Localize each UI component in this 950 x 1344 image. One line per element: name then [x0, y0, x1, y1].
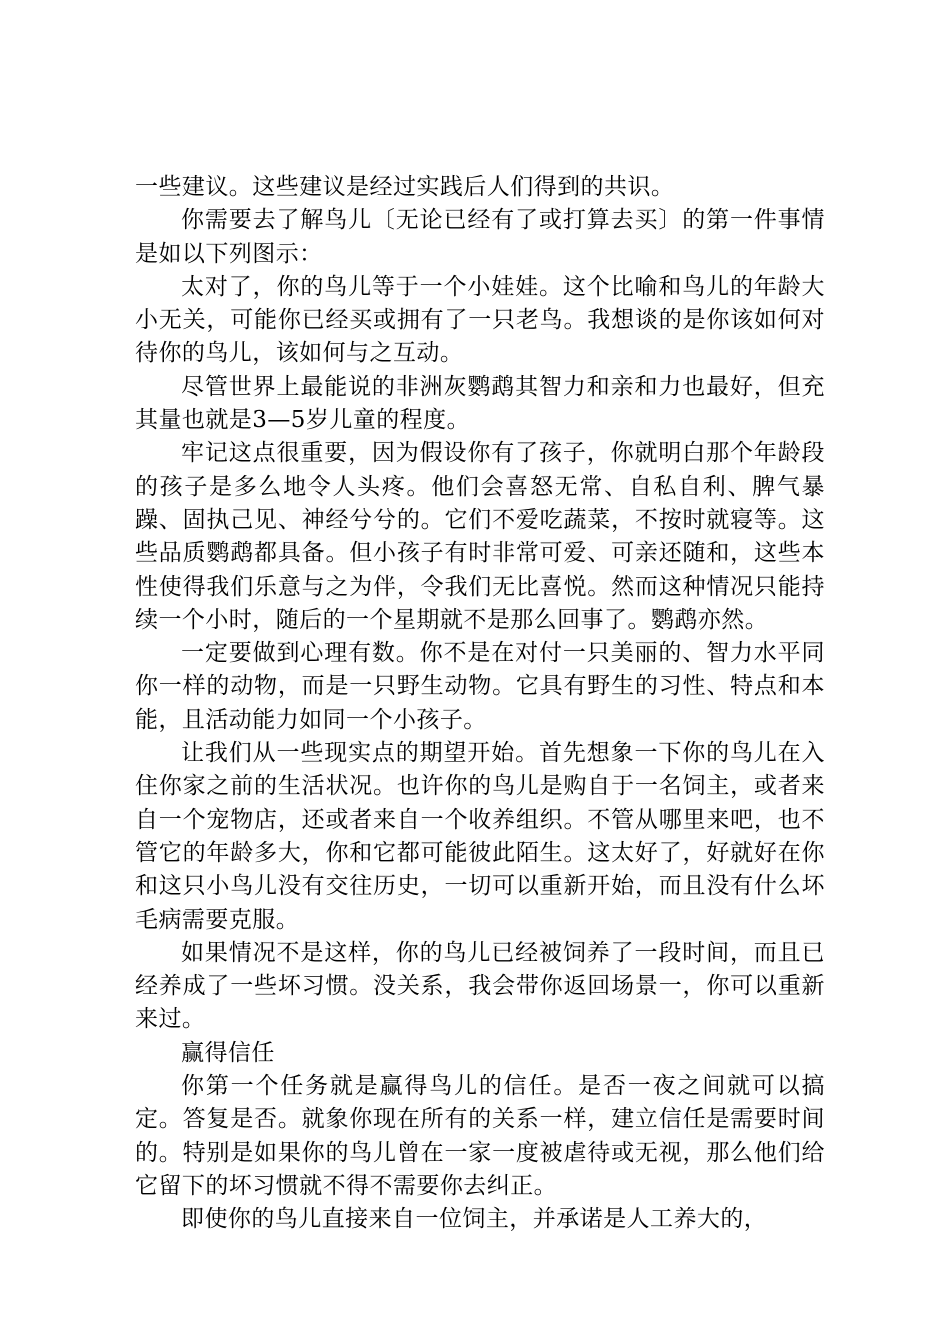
paragraph: 你需要去了解鸟儿〔无论已经有了或打算去买〕的第一件事情是如以下列图示： — [135, 207, 825, 267]
paragraph: 你第一个任务就是赢得鸟儿的信任。是否一夜之间就可以搞定。答复是否。就象你现在所有的关系一样，建立信任是需要时间的。特别是如果你的鸟儿曾在一家一度被虐待或无视，那么他们给它留下的坏习惯就不得不需要你去纠正。 — [135, 1073, 825, 1199]
paragraph: 一些建议。这些建议是经过实践后人们得到的共识。 — [135, 174, 675, 200]
paragraph: 尽管世界上最能说的非洲灰鹦鹉其智力和亲和力也最好，但充其量也就是3—5岁儿童的程度。 — [135, 373, 825, 434]
paragraph: 一定要做到心理有数。你不是在对付一只美丽的、智力水平同你一样的动物，而是一只野生动物。它具有野生的习性、特点和本能，且活动能力如同一个小孩子。 — [135, 640, 825, 733]
paragraph: 如果情况不是这样，你的鸟儿已经被饲养了一段时间，而且已经养成了一些坏习惯。没关系，我会带你返回场景一，你可以重新来过。 — [135, 939, 825, 1033]
paragraph: 牢记这点很重要，因为假设你有了孩子，你就明白那个年龄段的孩子是多么地令人头疼。他们会喜怒无常、自私自利、脾气暴躁、固执己见、神经兮兮的。它们不爱吃蔬菜，不按时就寝等。这些品质鹦鹉都具备。但小孩子有时非常可爱、可亲还随和，这些本性使得我们乐意与之为伴，令我们无比喜悦。然而这种情况只能持续一个小时，随后的一个星期就不是那么回事了。鹦鹉亦然。 — [135, 440, 825, 633]
paragraph: 太对了，你的鸟儿等于一个小娃娃。这个比喻和鸟儿的年龄大小无关，可能你已经买或拥有了一只老鸟。我想谈的是你该如何对待你的鸟儿，该如何与之互动。 — [135, 273, 825, 367]
paragraph: 让我们从一些现实点的期望开始。首先想象一下你的鸟儿在入住你家之前的生活状况。也许你的鸟儿是购自于一名饲主，或者来自一个宠物店，还或者来自一个收养组织。不管从哪里来吧，也不管它的年龄多大，你和它都可能彼此陌生。这太好了，好就好在你和这只小鸟儿没有交往历史，一切可以重新开始，而且没有什么坏毛病需要克服。 — [135, 740, 825, 933]
paragraph: 即使你的鸟儿直接来自一位饲主，并承诺是人工养大的， — [181, 1206, 768, 1233]
section-heading: 赢得信任 — [181, 1039, 275, 1066]
document-body — [135, 171, 825, 1237]
